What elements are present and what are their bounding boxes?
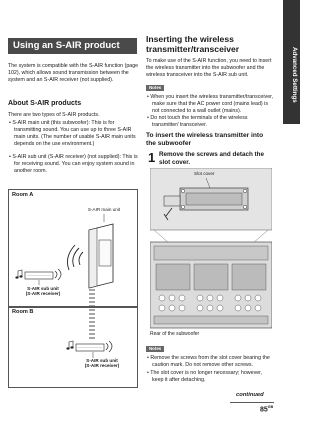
note-terminals: • Do not touch the terminals of the wireless transmitter/ transceiver.	[147, 115, 248, 129]
signal-dashes	[89, 290, 95, 306]
room-a-diagram	[8, 189, 138, 308]
step-number: 1	[148, 150, 156, 165]
main-unit-label: S-AIR main unit	[87, 207, 121, 212]
right-intro: To make use of the S-AIR function, you need to insert the wireless transmitter into the subwoofer and the wireless transceiver into the S-AIR sub unit.	[146, 58, 272, 79]
room-b-diagram	[8, 306, 138, 388]
continued-rule	[230, 401, 274, 404]
notes-badge-2: Notes	[146, 346, 164, 352]
music-note-icon-b	[66, 341, 73, 350]
notes-badge: Notes	[146, 85, 164, 91]
room-b-illustration	[9, 307, 139, 389]
bullet-sub-unit: • S-AIR sub unit (S-AIR receiver) (not supplied): This is for receiving sound. You can enjoy system sound in another room.	[9, 154, 138, 175]
page-number: $85^{GB}$	[260, 405, 274, 414]
screw-icon	[243, 205, 247, 209]
sub-unit-device-a	[25, 272, 53, 279]
signal-dashes-b	[89, 310, 95, 338]
wireless-arcs-device-a	[55, 269, 61, 280]
side-tab-label: Advanced Settings	[291, 47, 298, 103]
section-banner: Using an S-AIR product	[8, 38, 137, 54]
room-a-sub-unit-label: S-AIR sub unit (S-AIR receiver)	[25, 286, 61, 297]
room-b-sub-unit-label: S-AIR sub unit (S-AIR receiver)	[84, 358, 120, 369]
rear-caption: Rear of the subwoofer	[150, 331, 200, 337]
room-b-label: Room B	[12, 309, 34, 315]
about-heading: About S-AIR products	[8, 100, 82, 107]
note-keep-cover: • The slot cover is no longer necessary; however, keep it after detaching.	[147, 370, 263, 384]
right-heading: Inserting the wireless transmitter/transceiver	[146, 34, 240, 54]
step-text: Remove the screws and detach the slot cover.	[159, 151, 264, 166]
bullet-main-unit: • S-AIR main unit (this subwoofer): This is for transmitting sound. You can use up to three S-AIR main units. (The number of usable S-AIR main units depends on the use environment.)	[9, 120, 136, 148]
section-side-tab	[283, 0, 300, 124]
note-power-cord: • When you insert the wireless transmitter/transceiver, make sure that the AC power cord (mains lead) is not connected to a wall outlet (mains).	[147, 94, 274, 115]
rear-panel-illustration	[150, 168, 272, 343]
music-note-icon	[15, 270, 22, 279]
sub-unit-device-b	[76, 344, 104, 351]
screw-icon	[181, 189, 185, 193]
insert-sub-heading: To insert the wireless transmitter into the subwoofer	[146, 132, 264, 147]
screw-icon	[243, 189, 247, 193]
about-text: There are two types of S-AIR products.	[8, 112, 100, 118]
intro-paragraph: The system is compatible with the S-AIR function (page 102), which allows sound transmission between the system and an S-AIR receiver (not supplied).	[8, 63, 139, 84]
wireless-arcs-device-b	[106, 341, 112, 352]
rear-panel-body	[150, 242, 272, 328]
note-remove-screws: • Remove the screws from the slot cover bearing the caution mark. Do not remove other screws.	[147, 355, 270, 369]
rear-panel-figure	[150, 168, 272, 343]
screw-icon	[181, 205, 185, 209]
room-a-label: Room A	[12, 192, 34, 198]
slot-cover-label: Slot cover	[194, 171, 215, 176]
subwoofer-icon	[89, 224, 113, 288]
continued-label: continued	[236, 392, 264, 398]
wireless-wave-arcs	[67, 245, 83, 270]
